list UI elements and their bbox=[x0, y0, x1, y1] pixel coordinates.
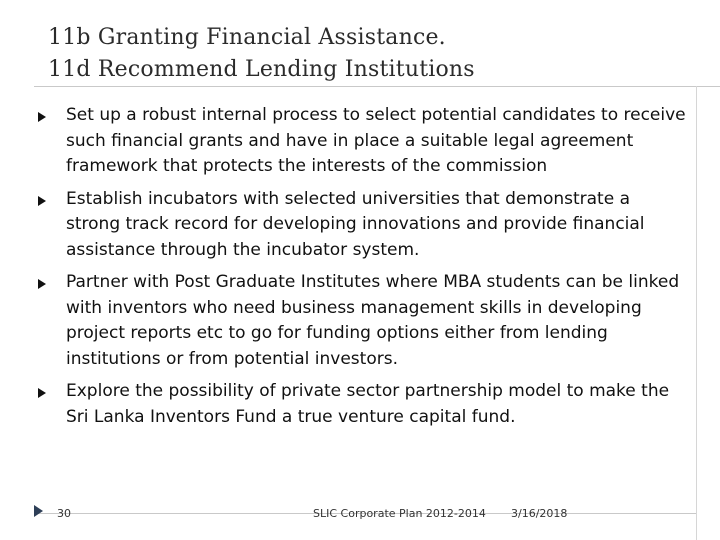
page-number: 30 bbox=[57, 507, 71, 520]
title-line-1: 11b Granting Financial Assistance. bbox=[48, 25, 446, 50]
bullet-item bbox=[38, 270, 688, 372]
bullet-text: Establish incubators with selected universities that demonstrate a strong track record for developing innovations and provide financial assistance through the incubator system. bbox=[66, 188, 645, 260]
slide-title bbox=[48, 22, 688, 86]
footer-date: 3/16/2018 bbox=[511, 507, 568, 520]
bullet-item bbox=[38, 103, 688, 180]
triangle-bullet-icon bbox=[38, 112, 46, 122]
triangle-bullet-icon bbox=[38, 279, 46, 289]
bullet-list bbox=[38, 103, 688, 437]
title-line-2: 11d Recommend Lending Institutions bbox=[48, 57, 475, 82]
triangle-bullet-icon bbox=[38, 388, 46, 398]
bullet-text: Set up a robust internal process to select potential candidates to receive such financial grants and have in place a suitable legal agreement framework that protects the interests of the commission bbox=[66, 105, 686, 176]
footer-title: SLIC Corporate Plan 2012-2014 bbox=[313, 507, 486, 520]
bullet-text: Explore the possibility of private sector partnership model to make the Sri Lanka Inventors Fund a true venture capital fund. bbox=[66, 381, 670, 427]
bullet-item bbox=[38, 187, 688, 264]
footer-arrow-icon bbox=[34, 505, 43, 517]
title-divider bbox=[34, 86, 720, 87]
right-divider bbox=[696, 86, 697, 540]
triangle-bullet-icon bbox=[38, 196, 46, 206]
bullet-text: Partner with Post Graduate Institutes where MBA students can be linked with inventors who need business management skills in developing project reports etc to go for funding options either from lending institutions or from potential investors. bbox=[66, 272, 680, 369]
bullet-item bbox=[38, 379, 688, 430]
